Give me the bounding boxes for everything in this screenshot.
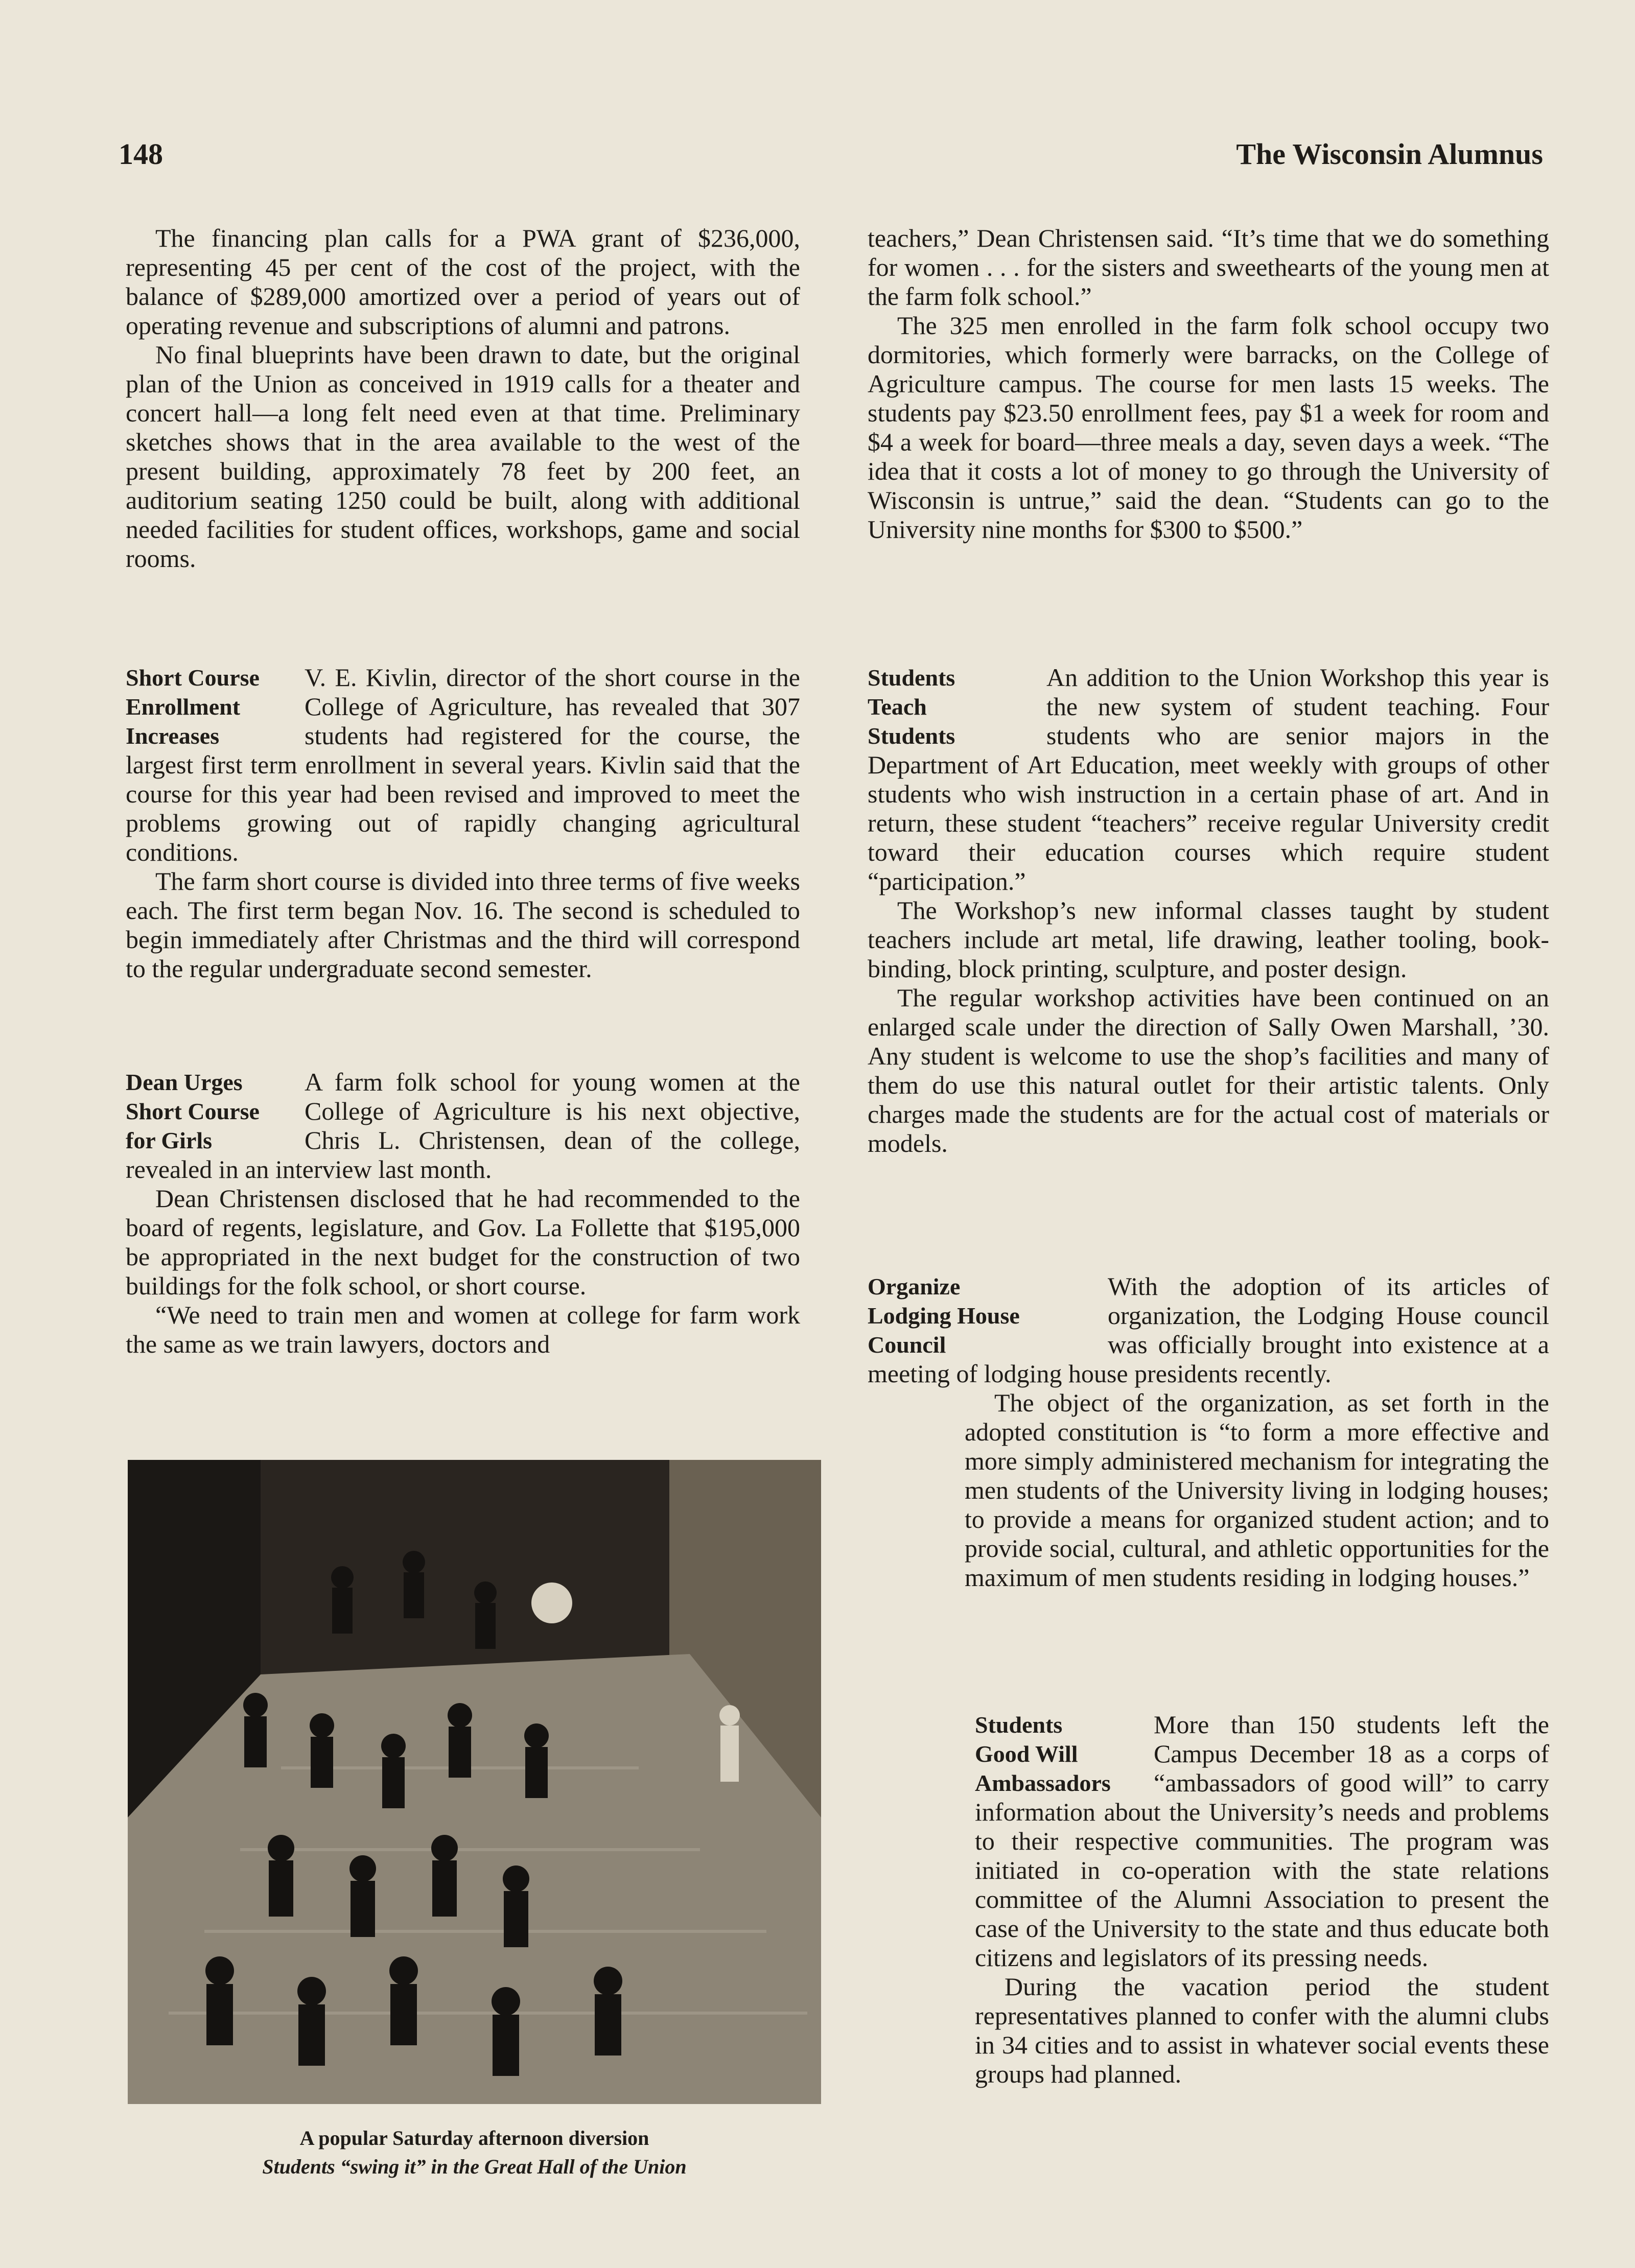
section-lodging	[868, 1272, 1549, 1592]
paragraph: The object of the organization, as set forth in the adopted constitution is “to form a more effective and more simply administered mechanism for integrating the men students of the University living in lodging houses; to provide a means for organized student action; and to provide social, cultural, and athletic opportunities for the maximum of men students residing in lodging houses.”	[965, 1388, 1549, 1592]
paragraph: The Workshop’s new informal classes taught by student teachers include art metal, life drawing, leather tooling, book-binding, block printing, sculpture, and poster design.	[868, 896, 1549, 983]
right-intro	[868, 224, 1549, 544]
paragraph: “We need to train men and women at college for farm work the same as we train lawyers, doctors and	[126, 1301, 800, 1358]
section-lead: With the adoption of its articles of organization, the Lodging House council was officially brought into existence at a meeting of lodging house presidents recently.	[868, 1272, 1549, 1388]
left-intro	[126, 224, 800, 573]
section-lead: An addition to the Union Workshop this year is the new system of student teaching. Four students who are senior majors in the Department of Art Education, meet weekly with groups of other students who wish instruction in a certain phase of art. And in return, these student “teachers” receive regular University credit toward their education courses which require student “participation.”	[868, 663, 1549, 895]
caption-subtitle: Students “swing it” in the Great Hall of the Union	[262, 2155, 687, 2178]
section-short-course	[126, 663, 800, 983]
paragraph: teachers,” Dean Christensen said. “It’s time that we do something for women . . . for the sisters and sweethearts of the young men at the farm folk school.”	[868, 224, 1549, 311]
section-lead: V. E. Kivlin, director of the short course in the College of Agriculture, has revealed that 307 students had registered for the course, the largest first term enrollment in several years. Kivlin said that the course for this year had been revised and improved to meet the problems growing out of rapidly changing agricultural conditions.	[126, 663, 800, 866]
side-heading: Short Course Enrollment Increases	[126, 665, 260, 749]
photo-caption	[128, 2124, 821, 2181]
side-heading: Students Teach Students	[868, 665, 955, 749]
paragraph: Dean Christensen disclosed that he had recommended to the board of regents, legislature, and Gov. La Follette that $195,000 be appropriated in the next budget for the construction of two buildings for the folk school, or short course.	[126, 1184, 800, 1300]
side-heading: Organize Lodging House Council	[868, 1273, 1020, 1358]
caption-title: A popular Saturday afternoon diversion	[299, 2127, 649, 2149]
page-number: 148	[119, 137, 163, 171]
section-lead: More than 150 students left the Campus December 18 as a corps of “ambassadors of good will” to carry information about the University’s needs and problems to their respective communities. The program was initiated in co-operation with the state relations committee of the Alumni Association to present the case of the University to the state and thus educate both citizens and legislators of its pressing needs.	[975, 1710, 1549, 1972]
section-lead: A farm folk school for young women at the College of Agriculture is his next objective, Chris L. Christensen, dean of the college, revealed in an interview last month.	[126, 1068, 800, 1184]
running-title: The Wisconsin Alumnus	[1236, 137, 1543, 171]
paragraph: No final blueprints have been drawn to date, but the original plan of the Union as conceived in 1919 calls for a theater and concert hall—a long felt need even at that time. Preliminary sketches shows that in the area available to the west of the present building, approximately 78 feet by 200 feet, an auditorium seating 1250 could be built, along with additional needed facilities for student offices, workshops, game and social rooms.	[126, 340, 800, 573]
side-heading: Students Good Will Ambassadors	[975, 1712, 1111, 1796]
paragraph: The regular workshop activities have been continued on an enlarged scale under the direction of Sally Owen Marshall, ’30. Any student is welcome to use the shop’s facilities and many of them do use this natural outlet for their artistic talents. Only charges made the students are for the actual cost of materials or models.	[868, 983, 1549, 1157]
dance-photo	[128, 1460, 821, 2104]
section-students-teach	[868, 663, 1549, 1158]
photo-illustration	[128, 1460, 821, 2104]
paragraph: The 325 men enrolled in the farm folk school occupy two dormitories, which formerly were barracks, on the College of Agriculture campus. The course for men lasts 15 weeks. The students pay $23.50 enrollment fees, pay $1 a week for room and $4 a week for board—three meals a day, seven days a week. “The idea that it costs a lot of money to go through the University of Wisconsin is untrue,” said the dean. “Students can go to the University nine months for $300 to $500.”	[868, 311, 1549, 544]
paragraph: During the vacation period the student representatives planned to confer with the alumni clubs in 34 cities and to assist in whatever social events these groups had planned.	[975, 1972, 1549, 2088]
section-ambassadors	[975, 1710, 1549, 2089]
section-dean-urges	[126, 1068, 800, 1359]
paragraph: The farm short course is divided into three terms of five weeks each. The first term began Nov. 16. The second is scheduled to begin immediately after Christmas and the third will correspond to the regular undergraduate second semester.	[126, 867, 800, 983]
paragraph: The financing plan calls for a PWA grant of $236,000, representing 45 per cent of the cost of the project, with the balance of $289,000 amortized over a period of years out of operating revenue and subscriptions of alumni and patrons.	[126, 224, 800, 340]
side-heading: Dean Urges Short Course for Girls	[126, 1069, 260, 1153]
